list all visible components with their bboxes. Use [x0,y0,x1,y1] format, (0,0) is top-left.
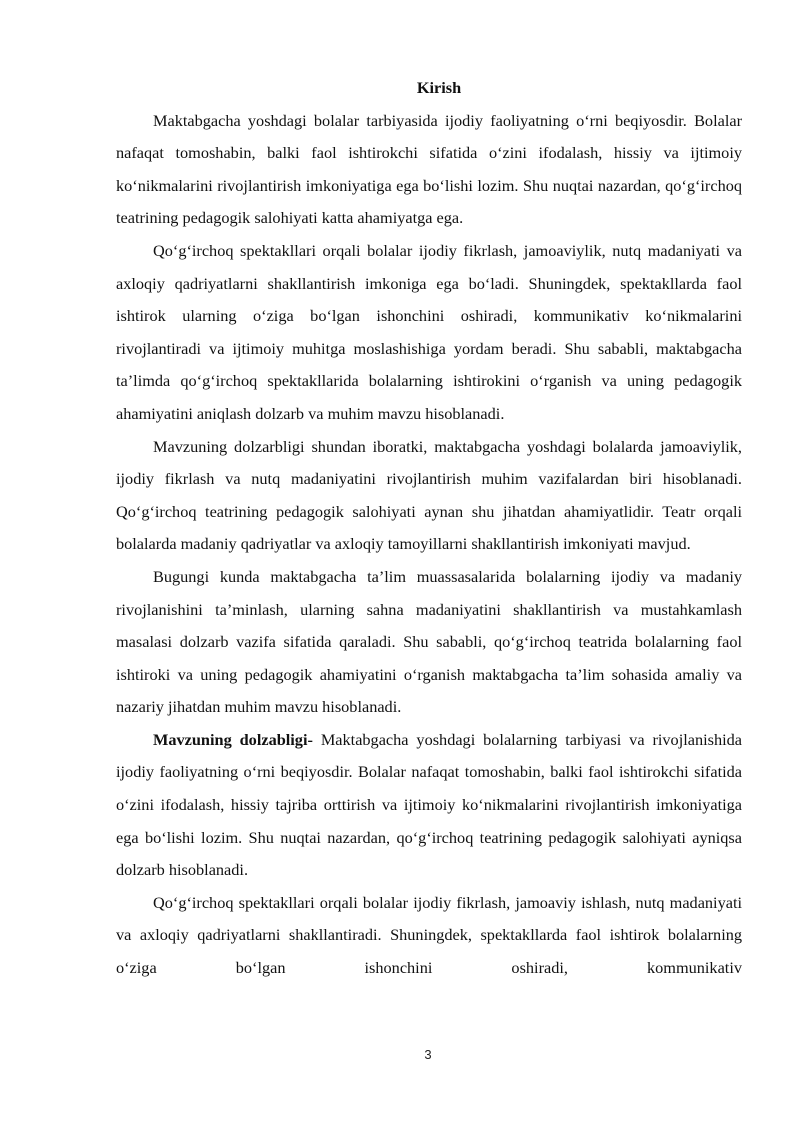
paragraph-1: Maktabgacha yoshdagi bolalar tarbiyasida ijodiy faoliyatning o‘rni beqiyosdir. Bolalar nafaqat tomoshabin, balki faol ishtirokchi sifatida o‘zini ifodalash, hissiy va ijtimoiy ko‘nikmalarini rivojlantirish imkoniyatiga ega bo‘lishi lozim. Shu nuqtai nazardan, qo‘g‘irchoq teatrining pedagogik salohiyati katta ahamiyatga ega. [116,110,742,228]
paragraph-3: Mavzuning dolzarbligi shundan iboratki, maktabgacha yoshdagi bolalarda jamoaviylik, ijodiy fikrlash va nutq madaniyatini rivojlantirish muhim vazifalardan biri hisoblanadi. Qo‘g‘irchoq teatrining pedagogik salohiyati aynan shu jihatdan ahamiyatlidir. Teatr orqali bolalarda madaniy qadriyatlar va axloqiy tamoyillarni shakllantirish imkoniyati mavjud. [116,436,742,554]
relevance-label: Mavzuning dolzabligi- [153,729,313,749]
document-body [116,72,742,985]
paragraph-2: Qo‘g‘irchoq spektakllari orqali bolalar ijodiy fikrlash, jamoaviylik, nutq madaniyati va axloqiy qadriyatlarni shakllantirish imkoniga ega bo‘ladi. Shuningdek, spektakllarda faol ishtirok ularning o‘ziga bo‘lgan ishonchini oshiradi, kommunikativ ko‘nikmalarini rivojlantiradi va ijtimoiy muhitga moslashishiga yordam beradi. Shu sababli, maktabgacha ta’limda qo‘g‘irchoq spektakllarida bolalarning ishtirokini o‘rganish va uning pedagogik ahamiyatini aniqlash dolzarb va muhim mavzu hisoblanadi. [116,240,742,423]
paragraph-4: Bugungi kunda maktabgacha ta’lim muassasalarida bolalarning ijodiy va madaniy rivojlanishini ta’minlash, ularning sahna madaniyatini shakllantirish va mustahkamlash masalasi dolzarb vazifa sifatida qaraladi. Shu sababli, qo‘g‘irchoq teatrida bolalarning faol ishtiroki va uning pedagogik ahamiyatini o‘rganish maktabgacha ta’lim sohasida amaliy va nazariy jihatdan muhim mavzu hisoblanadi. [116,566,742,717]
paragraph-5 [116,724,742,887]
page-number: 3 [424,1047,432,1062]
section-title: Kirish [416,78,462,97]
paragraph-5-text: Maktabgacha yoshdagi bolalarning tarbiyasi va rivojlanishida ijodiy faoliyatning o‘rni beqiyosdir. Bolalar nafaqat tomoshabin, balki faol ishtirokchi sifatida o‘zini ifodalash, hissiy tajriba orttirish va ijtimoiy ko‘nikmalarini rivojlantirish imkoniyatiga ega bo‘lishi lozim. Shu nuqtai nazardan, qo‘g‘irchoq teatrining pedagogik salohiyati ayniqsa dolzarb hisoblanadi. [116,729,742,880]
paragraph-6: Qo‘g‘irchoq spektakllari orqali bolalar ijodiy fikrlash, jamoaviy ishlash, nutq madaniyati va axloqiy qadriyatlarni shakllantiradi. Shuningdek, spektakllarda faol ishtirok bolalarning o‘ziga bo‘lgan ishonchini oshiradi, kommunikativ [116,892,742,978]
